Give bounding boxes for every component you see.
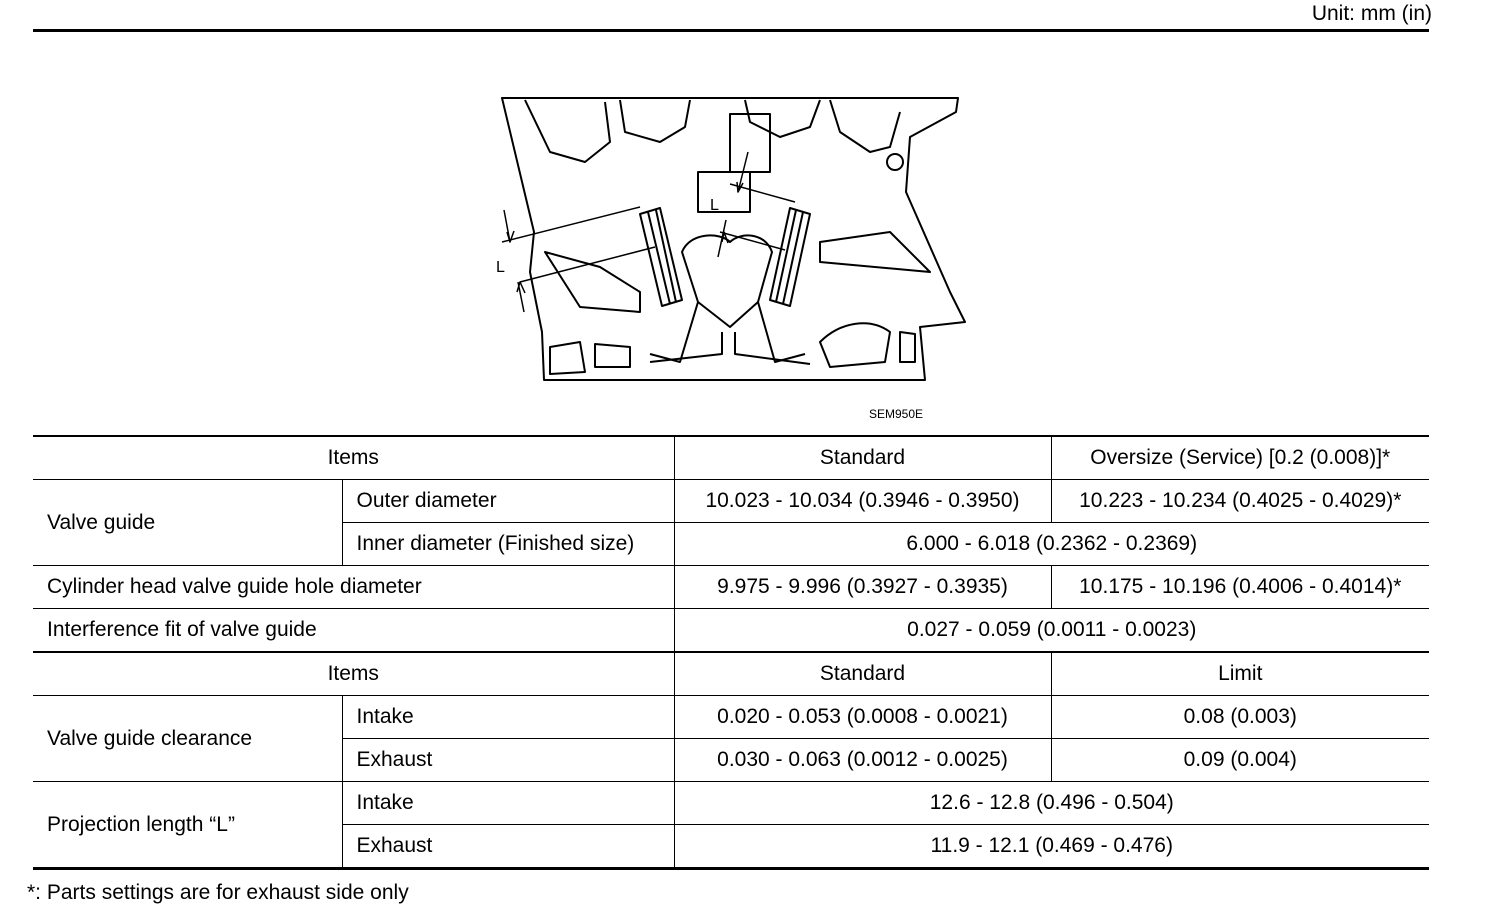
table-row — [33, 696, 1429, 739]
figure-code: SEM950E — [869, 407, 924, 421]
inner-diameter-label: Inner diameter (Finished size) — [342, 523, 674, 566]
table-row — [33, 609, 1429, 653]
top-rule — [33, 29, 1429, 32]
clearance-label: Valve guide clearance — [33, 696, 342, 782]
outer-diameter-oversize: 10.223 - 10.234 (0.4025 - 0.4029)* — [1051, 480, 1429, 523]
outer-diameter-standard: 10.023 - 10.034 (0.3946 - 0.3950) — [674, 480, 1051, 523]
projection-intake-value: 12.6 - 12.8 (0.496 - 0.504) — [674, 782, 1429, 825]
clearance-exhaust-standard: 0.030 - 0.063 (0.0012 - 0.0025) — [674, 739, 1051, 782]
header-items: Items — [33, 436, 674, 480]
footnote: *: Parts settings are for exhaust side only — [27, 881, 409, 904]
dimension-label-l-right: L — [710, 197, 719, 214]
projection-intake-label: Intake — [342, 782, 674, 825]
table-header-row-2 — [33, 652, 1429, 696]
header2-limit: Limit — [1051, 652, 1429, 696]
valve-guide-spec-table — [33, 435, 1429, 870]
interference-fit-value: 0.027 - 0.059 (0.0011 - 0.0023) — [674, 609, 1429, 653]
interference-fit-label: Interference fit of valve guide — [33, 609, 674, 653]
projection-exhaust-label: Exhaust — [342, 825, 674, 869]
projection-exhaust-value: 11.9 - 12.1 (0.469 - 0.476) — [674, 825, 1429, 869]
table-row — [33, 480, 1429, 523]
header2-items: Items — [33, 652, 674, 696]
table-row — [33, 782, 1429, 825]
dimension-label-l-left: L — [496, 259, 505, 276]
clearance-intake-standard: 0.020 - 0.053 (0.0008 - 0.0021) — [674, 696, 1051, 739]
table-header-row — [33, 436, 1429, 480]
unit-label: Unit: mm (in) — [1311, 2, 1432, 25]
projection-label: Projection length “L” — [33, 782, 342, 869]
cylinder-head-valve-guide-figure — [490, 92, 980, 387]
hole-diameter-label: Cylinder head valve guide hole diameter — [33, 566, 674, 609]
header2-standard: Standard — [674, 652, 1051, 696]
clearance-exhaust-limit: 0.09 (0.004) — [1051, 739, 1429, 782]
clearance-intake-limit: 0.08 (0.003) — [1051, 696, 1429, 739]
clearance-exhaust-label: Exhaust — [342, 739, 674, 782]
header-standard: Standard — [674, 436, 1051, 480]
table-row — [33, 566, 1429, 609]
outer-diameter-label: Outer diameter — [342, 480, 674, 523]
valve-guide-label: Valve guide — [33, 480, 342, 566]
inner-diameter-value: 6.000 - 6.018 (0.2362 - 0.2369) — [674, 523, 1429, 566]
clearance-intake-label: Intake — [342, 696, 674, 739]
hole-diameter-oversize: 10.175 - 10.196 (0.4006 - 0.4014)* — [1051, 566, 1429, 609]
hole-diameter-standard: 9.975 - 9.996 (0.3927 - 0.3935) — [674, 566, 1051, 609]
header-oversize: Oversize (Service) [0.2 (0.008)]* — [1051, 436, 1429, 480]
